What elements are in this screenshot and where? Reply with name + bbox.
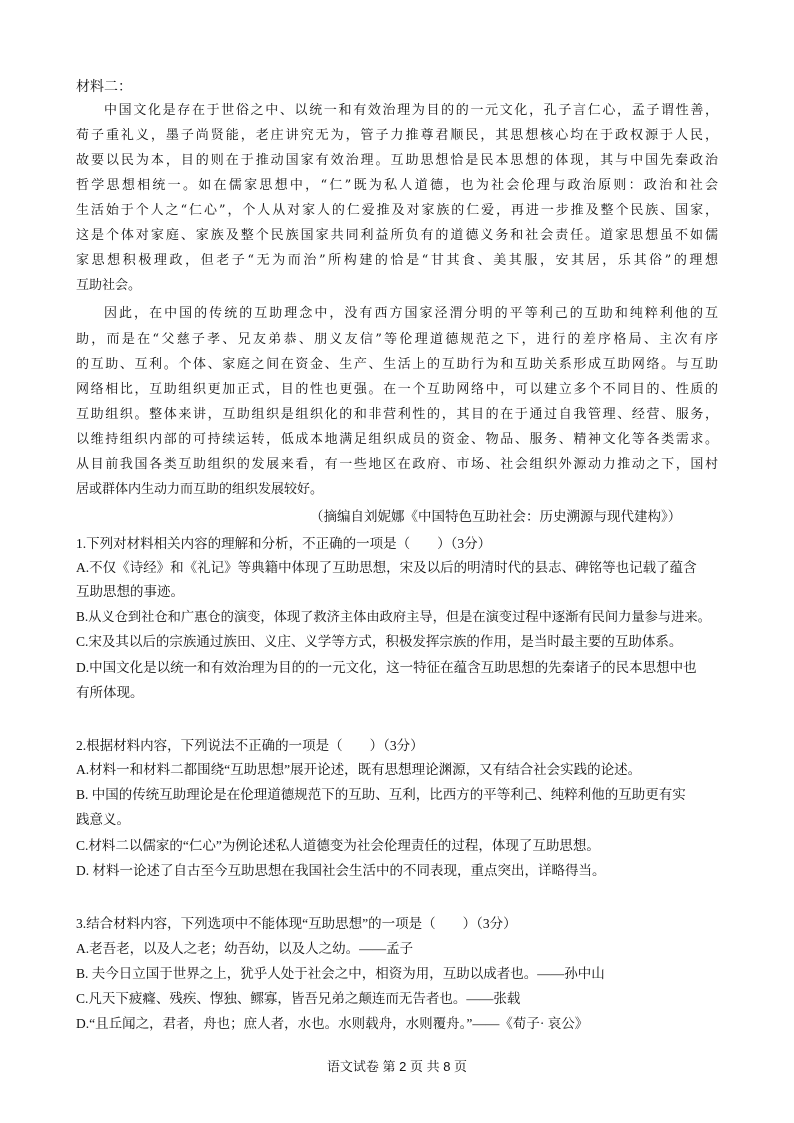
question-2-option-a: A.材料一和材料二都围绕“互助思想”展开论述，既有思想理论渊源，又有结合社会实践的论述。 xyxy=(76,762,642,777)
passage-line: 互助组织。整体来讲，互助组织是组织化的和非营利性的，其目的在于通过自我管理、经营、服务， xyxy=(76,407,718,422)
passage-line: 互助社会。 xyxy=(76,278,142,293)
question-3-option-d: D.“且丘闻之，君者，舟也；庶人者，水也。水则载舟，水则覆舟。”——《荀子· 哀公》 xyxy=(76,1016,589,1031)
question-1-option-d: D.中国文化是以统一和有效治理为目的的一元文化，这一特征在蕴含互助思想的先秦诸子的民本思想中也 xyxy=(76,660,697,675)
question-1-option-d-cont: 有所体现。 xyxy=(76,685,144,700)
page-footer: 语文试卷 第 2 页 共 8 页 xyxy=(326,1059,468,1074)
passage-line: 助，而是在“父慈子孝、兄友弟恭、朋义友信”等伦理道德规范之下，进行的差序格局、主次有序 xyxy=(76,332,718,347)
question-3-option-c: C.凡天下疲癃、残疾、惸独、鳏寡，皆吾兄弟之颠连而无告者也。——张载 xyxy=(76,991,521,1006)
passage-line: 生活始于个人之“仁心”，个人从对家人的仁爱推及对家族的仁爱，再进一步推及整个民族、国家， xyxy=(76,203,718,218)
passage-line: 哲学思想相统一。如在儒家思想中，“仁”既为私人道德，也为社会伦理与政治原则：政治和社会 xyxy=(76,178,718,193)
passage-line: 的互助、互利。个体、家庭之间在资金、生产、生活上的互助行为和互助关系形成互助网络。与互助 xyxy=(76,357,718,372)
passage-line: 因此，在中国的传统的互助理念中，没有西方国家泾渭分明的平等利己的互助和纯粹利他的互 xyxy=(104,306,718,321)
passage-line: 故要以民为本，目的则在于推动国家有效治理。互助思想恰是民本思想的体现，其与中国先秦政治 xyxy=(76,153,718,168)
passage-line: 中国文化是存在于世俗之中、以统一和有效治理为目的的一元文化，孔子言仁心，孟子谓性善， xyxy=(104,103,718,118)
passage-line: 居或群体内生动力而互助的组织发展较好。 xyxy=(76,482,324,497)
passage-line: 荀子重礼义，墨子尚贤能，老庄讲究无为，管子力推尊君顺民，其思想核心均在于政权源于人民， xyxy=(76,128,718,143)
material-title: 材料二： xyxy=(76,78,132,94)
question-3-option-b: B. 夫今日立国于世界之上，犹乎人处于社会之中，相资为用，互助以成者也。——孙中山 xyxy=(76,966,605,981)
passage-line: 以维持组织内部的可持续运转，低成本地满足组织成员的资金、物品、服务、精神文化等各类需求。 xyxy=(76,432,718,447)
question-1-option-a-cont: 互助思想的事迹。 xyxy=(76,584,184,599)
question-2-option-b: B. 中国的传统互助理论是在伦理道德规范下的互助、互利，比西方的平等利己、纯粹利他的互助更有实 xyxy=(76,787,686,802)
passage-line: 这是个体对家庭、家族及整个民族国家共同利益所负有的道德义务和社会责任。道家思想虽不如儒 xyxy=(76,228,718,243)
question-2-stem: 2.根据材料内容，下列说法不正确的一项是（ ）（3分） xyxy=(76,738,424,753)
passage-line: 家思想积极理政，但老子“无为而治”所构建的恰是“甘其食、美其服，安其居，乐其俗”的理想 xyxy=(76,253,718,268)
question-1-option-c: C.宋及其以后的宗族通过族田、义庄、义学等方式，积极发挥宗族的作用，是当时最主要的互助体系。 xyxy=(76,634,683,649)
question-3-option-a: A.老吾老，以及人之老；幼吾幼，以及人之幼。——孟子 xyxy=(76,941,414,956)
question-2-option-b-cont: 践意义。 xyxy=(76,812,130,827)
question-2-option-d: D. 材料一论述了自古至今互助思想在我国社会生活中的不同表现，重点突出，详略得当。 xyxy=(76,863,606,878)
question-2-option-c: C.材料二以儒家的“仁心”为例论述私人道德变为社会伦理责任的过程，体现了互助思想。 xyxy=(76,838,600,853)
passage-line: 网络相比，互助组织更加正式，目的性也更强。在一个互助网络中，可以建立多个不同目的、性质的 xyxy=(76,382,718,397)
source-citation: （摘编自刘妮娜《中国特色互助社会：历史溯源与现代建构》） xyxy=(310,509,682,524)
question-1-option-b: B.从义仓到社仓和广惠仓的演变，体现了救济主体由政府主导，但是在演变过程中逐渐有民间力量参与进来。 xyxy=(76,609,711,624)
question-1-option-a: A.不仅《诗经》和《礼记》等典籍中体现了互助思想，宋及以后的明清时代的县志、碑铭等也记载了蕴含 xyxy=(76,560,697,575)
question-3-stem: 3.结合材料内容，下列选项中不能体现“互助思想”的一项是（ ）（3分） xyxy=(76,916,517,931)
question-1-stem: 1.下列对材料相关内容的理解和分析，不正确的一项是（ ）（3分） xyxy=(76,536,492,551)
passage-line: 从目前我国各类互助组织的发展来看，有一些地区在政府、市场、社会组织外源动力推动之下，国村 xyxy=(76,457,718,472)
